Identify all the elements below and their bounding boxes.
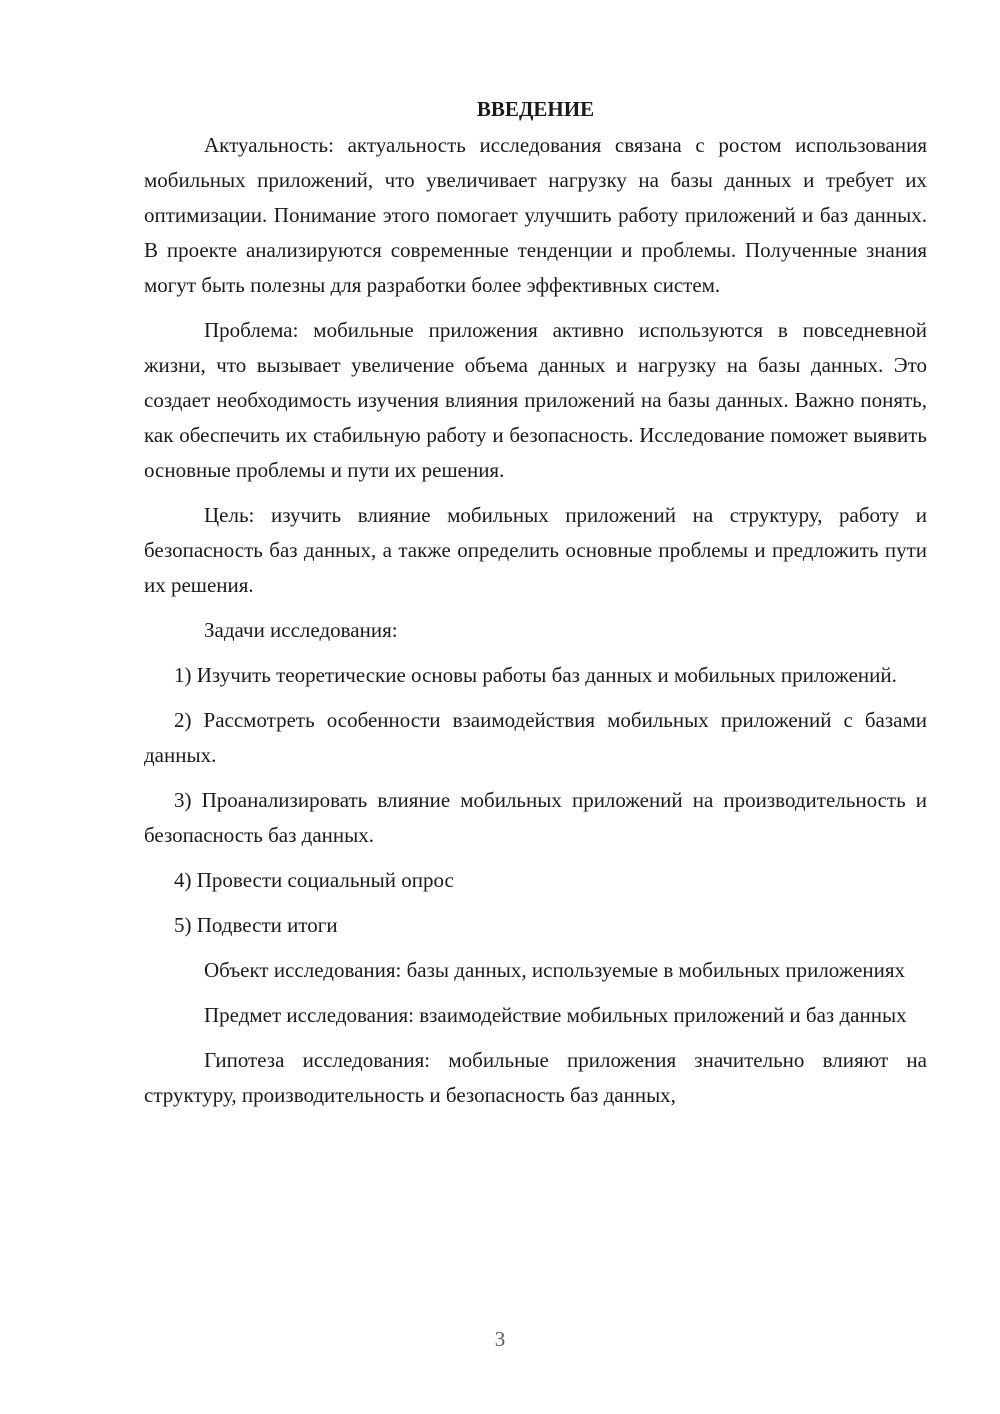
task-item-2: 2) Рассмотреть особенности взаимодействия мобильных приложений с базами данных.: [144, 708, 927, 767]
task-item-1: 1) Изучить теоретические основы работы баз данных и мобильных приложений.: [174, 663, 897, 687]
paragraph-goal: Цель: изучить влияние мобильных приложений на структуру, работу и безопасность баз данных, а также определить основные проблемы и предложить пути их решения.: [144, 503, 927, 597]
paragraph-subject: Предмет исследования: взаимодействие мобильных приложений и баз данных: [204, 1003, 907, 1027]
section-title: ВВЕДЕНИЕ: [476, 97, 595, 121]
paragraph-hypothesis: Гипотеза исследования: мобильные приложения значительно влияют на структуру, производительность и безопасность баз данных,: [144, 1048, 927, 1107]
task-item-4: 4) Провести социальный опрос: [174, 868, 454, 892]
paragraph-tasks-heading: Задачи исследования:: [204, 618, 398, 642]
document-page: [144, 92, 927, 1113]
page-number: 3: [494, 1327, 506, 1351]
paragraph-relevance: Актуальность: актуальность исследования связана с ростом использования мобильных приложений, что увеличивает нагрузку на базы данных и требует их оптимизации. Понимание этого помогает улучшить работу приложений и баз данных. В проекте анализируются современные тенденции и проблемы. Полученные знания могут быть полезны для разработки более эффективных систем.: [144, 133, 927, 297]
paragraph-problem: Проблема: мобильные приложения активно используются в повседневной жизни, что вызывает увеличение объема данных и нагрузку на базы данных. Это создает необходимость изучения влияния приложений на базы данных. Важно понять, как обеспечить их стабильную работу и безопасность. Исследование поможет выявить основные проблемы и пути их решения.: [144, 318, 927, 482]
task-item-3: 3) Проанализировать влияние мобильных приложений на производительность и безопасность баз данных.: [144, 788, 927, 847]
paragraph-object: Объект исследования: базы данных, используемые в мобильных приложениях: [204, 958, 905, 982]
task-item-5: 5) Подвести итоги: [174, 913, 338, 937]
